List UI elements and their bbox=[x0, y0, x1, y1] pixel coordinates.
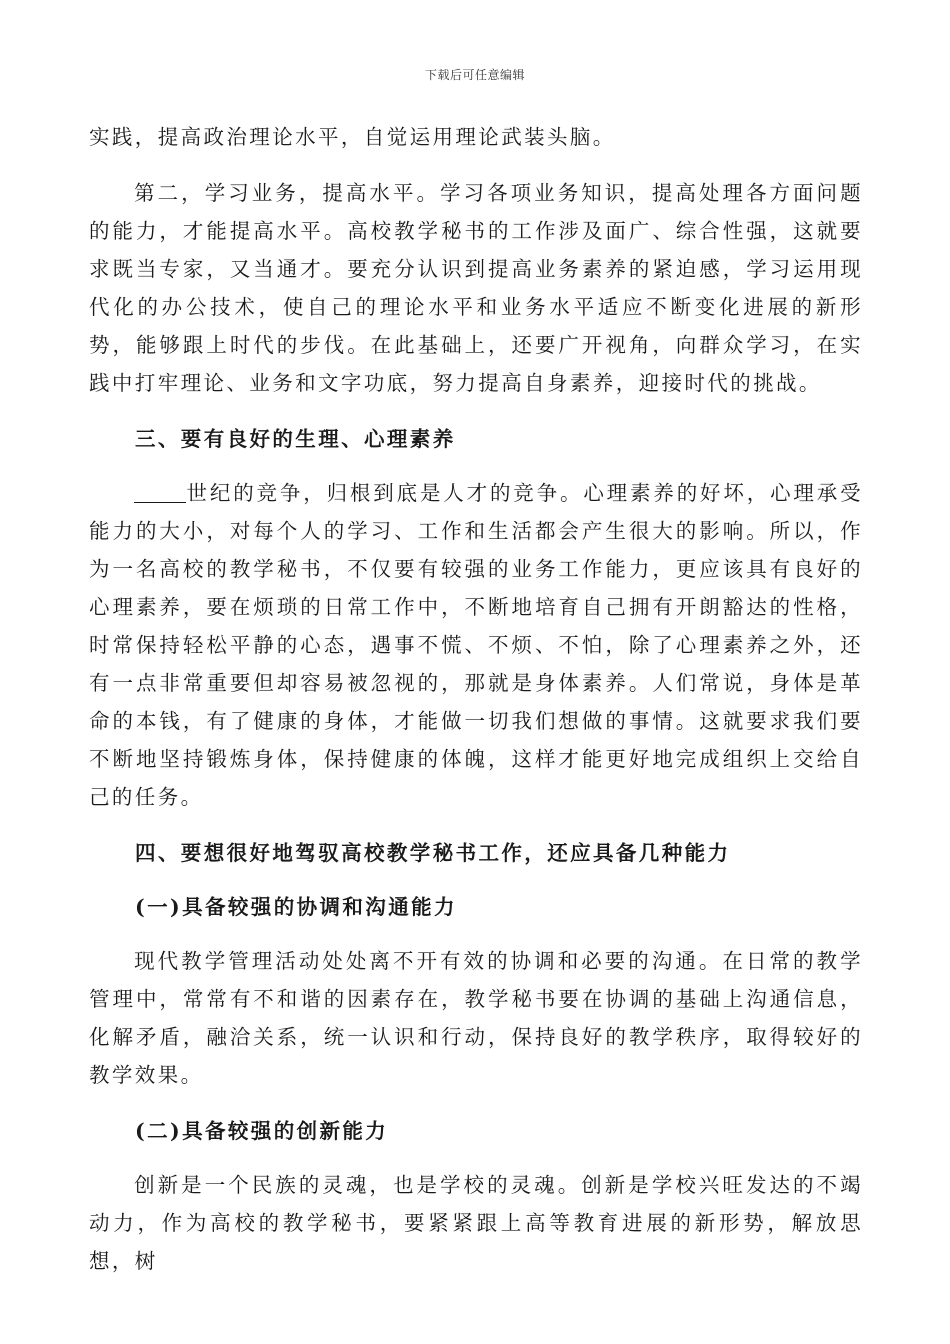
document-body bbox=[89, 118, 863, 1280]
paragraph-1: 实践，提高政治理论水平，自觉运用理论武装头脑。 bbox=[89, 125, 616, 149]
paragraph-3 bbox=[89, 474, 863, 816]
heading-subsection-1: (一)具备较强的协调和沟通能力 bbox=[135, 895, 457, 919]
paragraph-5: 创新是一个民族的灵魂，也是学校的灵魂。创新是学校兴旺发达的不竭动力，作为高校的教学秘书，要紧紧跟上高等教育进展的新形势，解放思想，树 bbox=[89, 1173, 863, 1273]
paragraph-2: 第二，学习业务，提高水平。学习各项业务知识，提高处理各方面问题的能力，才能提高水平。高校教学秘书的工作涉及面广、综合性强，这就要求既当专家，又当通才。要充分认识到提高业务素养的紧迫感，学习运用现代化的办公技术，使自己的理论水平和业务水平适应不断变化进展的新形势，能够跟上时代的步伐。在此基础上，还要广开视角，向群众学习，在实践中打牢理论、业务和文字功底，努力提高自身素养，迎接时代的挑战。 bbox=[89, 181, 863, 395]
fill-in-blank bbox=[134, 482, 186, 503]
page-header: 下载后可任意编辑 bbox=[424, 68, 525, 82]
heading-section-4: 四、要想很好地驾驭高校教学秘书工作，还应具备几种能力 bbox=[135, 841, 731, 865]
paragraph-3-text: 世纪的竞争，归根到底是人才的竞争。心理素养的好坏，心理承受能力的大小，对每个人的学习、工作和生活都会产生很大的影响。所以，作为一名高校的教学秘书，不仅要有较强的业务工作能力，更应该具有良好的心理素养，要在烦琐的日常工作中，不断地培育自己拥有开朗豁达的性格，时常保持轻松平静的心态，遇事不慌、不烦、不怕，除了心理素养之外，还有一点非常重要但却容易被忽视的，那就是身体素养。人们常说，身体是革命的本钱，有了健康的身体，才能做一切我们想做的事情。这就要求我们要不断地坚持锻炼身体，保持健康的体魄，这样才能更好地完成组织上交给自己的任务。 bbox=[89, 481, 863, 809]
heading-section-3: 三、要有良好的生理、心理素养 bbox=[135, 427, 456, 451]
heading-subsection-2: (二)具备较强的创新能力 bbox=[135, 1119, 389, 1143]
paragraph-4: 现代教学管理活动处处离不开有效的协调和必要的沟通。在日常的教学管理中，常常有不和谐的因素存在，教学秘书要在协调的基础上沟通信息，化解矛盾，融洽关系，统一认识和行动，保持良好的教学秩序，取得较好的教学效果。 bbox=[89, 949, 863, 1087]
